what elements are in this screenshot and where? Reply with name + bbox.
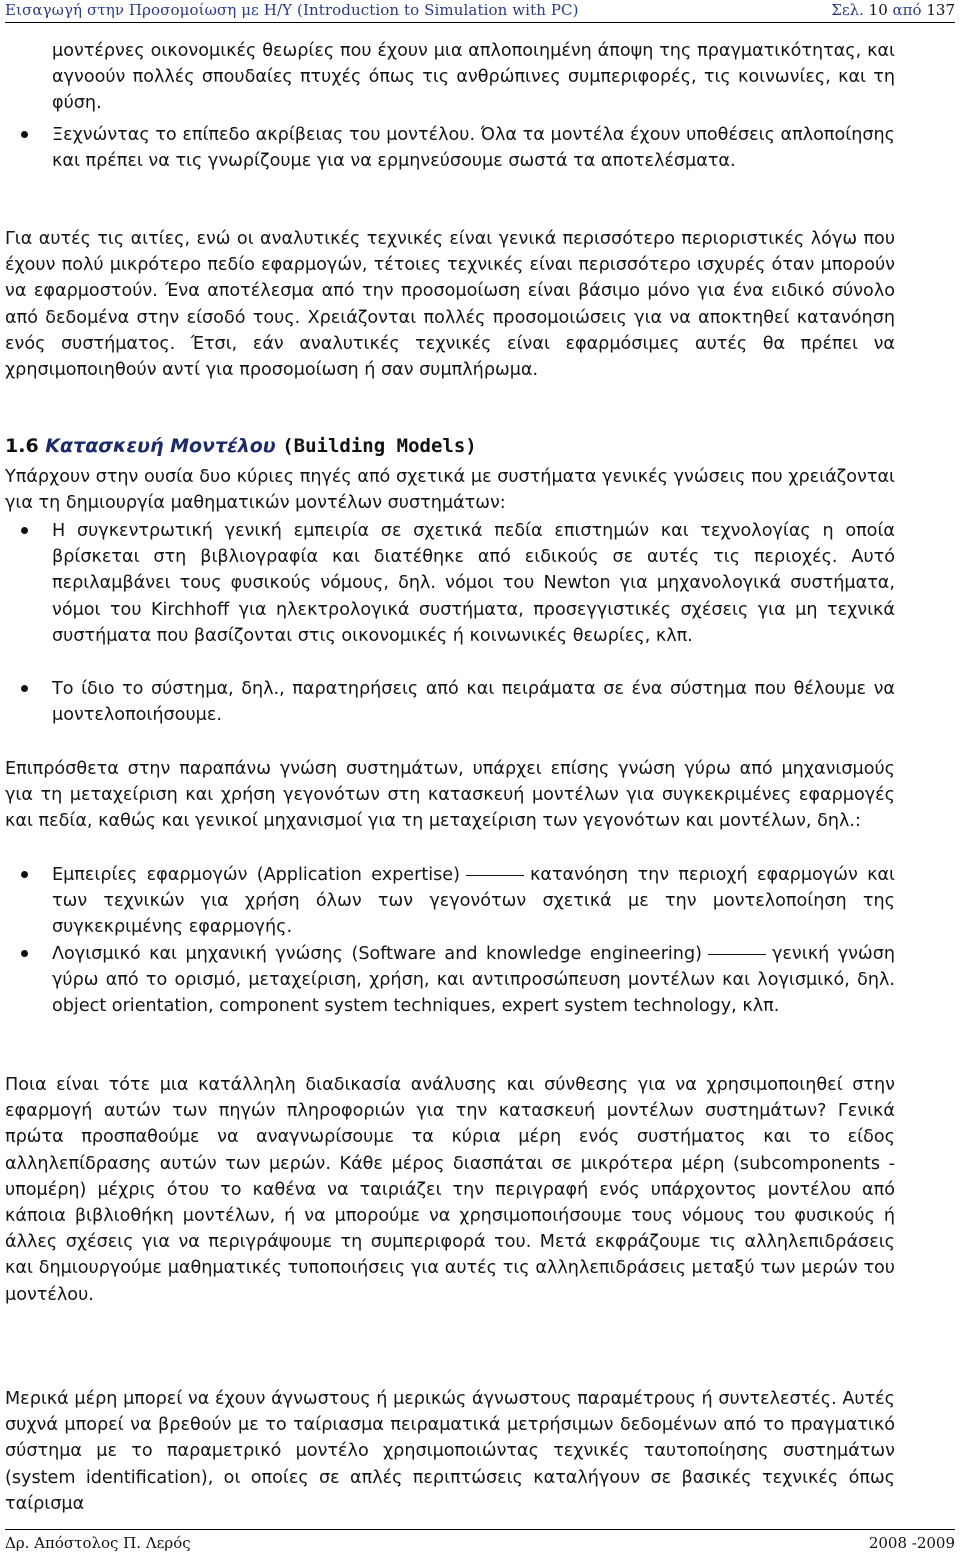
section-title-en: (Building Models) — [282, 435, 477, 457]
page-of: από — [892, 1, 922, 19]
footer-author: Δρ. Απόστολος Π. Λερός — [5, 1534, 191, 1552]
paragraph-sources: Υπάρχουν στην ουσία δυο κύριες πηγές από σχετικά με συστήματα γενικές γνώσεις που χρειάζονται για τη δημιουργία μαθηματικών μοντέλων συστημάτων: — [5, 467, 895, 514]
paragraph-procedure: Ποια είναι τότε μια κατάλληλη διαδικασία ανάλυσης και σύνθεσης για να χρησιμοποιηθεί στην εφαρμογή αυτών των πηγών πληροφοριών για την κατασκευή μοντέλων συστημάτων? Γενικά πρώτα προσπαθούμε να αναγνωρίσουμε τα κύρια μέρη ενός συστήματος και το είδος αλληλεπίδρασης αυτών των μερών. Κάθε μέρος διασπάται σε μικρότερα μέρη (subcomponents - υπομέρη) μέχρις ότου το καθένα να ταιριάζει την περιγραφή ενός υπάρχοντος μοντέλου από κάποια βιβλιοθήκη μοντέλων, ή να μπορούμε να χρησιμοποιήσουμε τους νόμους του φυσικούς ή άλλες σχέσεις για να περιγράψουμε τη συμπεριφορά του. Μετά εκφράζουμε τις αλληλεπιδράσεις και δημιουργούμε μαθηματικές τυποποιήσεις για αυτές τις αλληλεπιδράσεις μεταξύ των μερών του μοντέλου. — [5, 1075, 895, 1305]
list-item-text: Το ίδιο το σύστημα, δηλ., παρατηρήσεις από και πειράματα σε ένα σύστημα που θέλουμε να μοντελοποιήσουμε. — [52, 679, 895, 726]
list-item-text — [52, 941, 895, 1020]
header-page-indicator — [831, 0, 955, 22]
list-item-text: Ξεχνώντας το επίπεδο ακρίβειας του μοντέλου. Όλα τα μοντέλα έχουν υποθέσεις απλοποίησης και πρέπει να τις γνωρίζουμε για να ερμηνεύσουμε σωστά τα αποτελέσματα. — [52, 125, 895, 172]
em-dash — [708, 954, 766, 955]
list-item-desc: γενική γνώση γύρω από το ορισμό, μεταχείριση, χρήση, και αντιπροσώπευση μοντέλων και λογισμικό, δηλ. object orientation, component system techniques, expert system technology, κλπ. — [52, 944, 895, 1017]
paragraph-reasons: Για αυτές τις αιτίες, ενώ οι αναλυτικές τεχνικές είναι γενικά περισσότερο περιοριστικές λόγω που έχουν πολύ μικρότερο πεδίο εφαρμογών, τέτοιες τεχνικές είναι περισσότερο ισχυρές όταν μπορούν να εφαρμοστούν. Ένα αποτέλεσμα από την προσομοίωση είναι βάσιμο μόνο για ένα ειδικό σύνολο από δεδομένα στην είσοδό τους. Χρειάζονται πολλές προσομοιώσεις για να αποκτηθεί κατανόηση ενός συστήματος. Έτσι, εάν αναλυτικές τεχνικές είναι εφαρμόσιμες αυτές θα πρέπει να χρησιμοποιηθούν αντί για προσομοίωση ή σαν συμπλήρωμα. — [5, 229, 895, 381]
bullet-icon — [19, 131, 29, 141]
list-item — [19, 676, 895, 728]
section-number: 1.6 — [5, 435, 39, 457]
section-heading — [5, 433, 895, 459]
page-prefix: Σελ. — [831, 1, 864, 19]
page-total: 137 — [926, 1, 955, 19]
list-item-text — [52, 862, 895, 941]
paragraph-continuation: μοντέρνες οικονομικές θεωρίες που έχουν μια απλοποιημένη άποψη της πραγματικότητας, και αγνοούν πολλές σπουδαίες πτυχές όπως τις ανθρώπινες συμπεριφορές, τις κοινωνίες, και τη φύση. — [52, 41, 895, 114]
section-title: Κατασκευή Μοντέλου — [45, 435, 276, 457]
paragraph-additional: Επιπρόσθετα στην παραπάνω γνώση συστημάτων, υπάρχει επίσης γνώση γύρω από μηχανισμούς για τη μεταχείριση και χρήση γεγονότων στη κατασκευή μοντέλων για συγκεκριμένες εφαρμογές και πεδία, καθώς και γενικοί μηχανισμοί για τη μεταχείριση των γεγονότων και μοντέλων, δηλ.: — [5, 759, 895, 832]
list-item-term: Εμπειρίες εφαρμογών (Application expertise) — [52, 865, 460, 885]
em-dash — [466, 875, 524, 876]
bullet-icon — [19, 950, 29, 960]
bullet-icon — [19, 685, 29, 695]
list-item-term: Λογισμικό και μηχανική γνώσης (Software and knowledge engineering) — [52, 944, 702, 964]
list-item-desc: κατανόηση την περιοχή εφαρμογών και των τεχνικών για χρήση όλων των γεγονότων σχετικά με την μοντελοποίηση της συγκεκριμένης εφαρμογής. — [52, 865, 895, 938]
page-footer — [5, 1529, 955, 1556]
footer-years: 2008 -2009 — [868, 1534, 955, 1552]
page-header — [5, 0, 955, 23]
list-item — [19, 122, 895, 174]
list-item — [19, 862, 895, 941]
list-item-text: Η συγκεντρωτική γενική εμπειρία σε σχετικά πεδία επιστημών και τεχνολογίας η οποία βρίσκεται στη βιβλιογραφία και διατέθηκε από ειδικούς σε αυτές τις περιοχές. Αυτό περιλαμβάνει τους φυσικούς νόμους, δηλ. νόμοι του Newton για μηχανολογικά συστήματα, νόμοι του Kirchhoff για ηλεκτρολογικά συστήματα, προσεγγιστικές σχέσεις για μη τεχνικά συστήματα που βασίζονται στις οικονομικές ή κοινωνικές θεωρίες, κλπ. — [52, 521, 895, 646]
list-item — [19, 941, 895, 1020]
list-item — [19, 518, 895, 649]
bullet-icon — [19, 527, 29, 537]
paragraph-parts: Μερικά μέρη μπορεί να έχουν άγνωστους ή μερικώς άγνωστους παραμέτρους ή συντελεστές. Αυτές συχνά μπορεί να βρεθούν με το ταίριασμα πειραματικά μετρήσιμων δεδομένων από το πραγματικό σύστημα με το παραμετρικό μοντέλο χρησιμοποιώντας τεχνικές ταυτοποίησης συστημάτων (system identification), οι οποίες σε απλές περιπτώσεις καταλήγουν σε βασικές τεχνικές όπως ταίρισμα — [5, 1389, 895, 1514]
header-title: Εισαγωγή στην Προσομοίωση με Η/Υ (Introduction to Simulation with PC) — [5, 1, 579, 19]
bullet-icon — [19, 871, 29, 881]
page-number: 10 — [868, 1, 888, 19]
